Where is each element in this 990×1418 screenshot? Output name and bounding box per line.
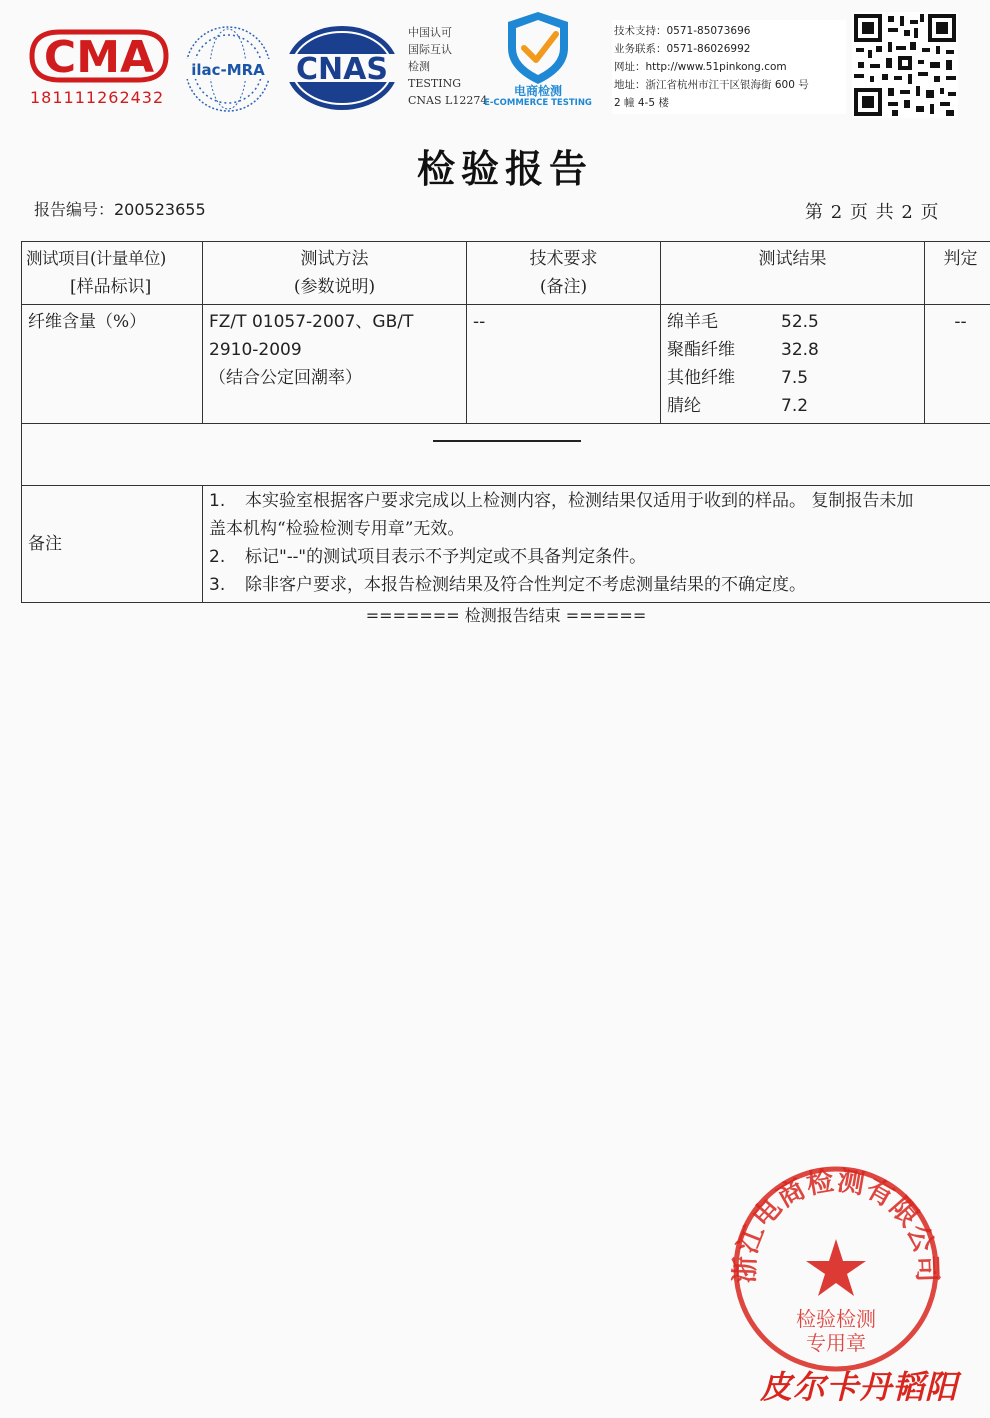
notes-cell <box>203 486 990 603</box>
address-line-1: 地址：浙江省杭州市江干区银海街 600 号 <box>614 79 809 91</box>
header-requirement-label: 技术要求 <box>529 249 598 269</box>
end-divider <box>433 440 581 442</box>
result-value: 52.5 <box>781 312 819 332</box>
result-row <box>667 308 918 336</box>
header-test-item-label: 测试项目(计量单位) <box>26 249 166 268</box>
report-number: 报告编号：200523655 <box>34 200 206 219</box>
result-name: 绵羊毛 <box>667 312 718 332</box>
cma-logo <box>28 26 170 108</box>
stamp-seal-icon <box>730 1163 942 1375</box>
table-row <box>22 305 990 424</box>
official-stamp <box>730 1163 942 1375</box>
ec-logo-en: E-COMMERCE TESTING <box>484 98 592 108</box>
website-link[interactable]: 网址：http://www.51pinkong.com <box>614 61 787 73</box>
cnas-logo-text: CNAS <box>296 52 388 87</box>
report-table <box>21 241 990 603</box>
stamp-center-text-1: 检验检测 <box>796 1307 876 1331</box>
note-number: 1. <box>209 491 226 511</box>
note-text: 本实验室根据客户要求完成以上检测内容，检测结果仅适用于收到的样品。 复制报告未加 <box>245 491 914 511</box>
result-row <box>667 336 918 364</box>
note-text: 标记"--"的测试项目表示不予判定或不具备判定条件。 <box>245 547 647 567</box>
result-value: 7.5 <box>781 368 809 388</box>
ilac-mra-logo <box>182 22 274 116</box>
qr-code-icon[interactable] <box>852 12 958 118</box>
header-test-method-label: 测试方法 <box>300 249 369 269</box>
method-line-2: 2910-2009 <box>209 340 302 360</box>
page-indicator: 第 2 页 共 2 页 <box>805 202 940 223</box>
result-name: 聚酯纤维 <box>667 340 735 360</box>
stamp-center-text-2: 专用章 <box>806 1331 866 1355</box>
result-row <box>667 392 918 420</box>
cnas-cert-text: 中国认可 国际互认 检测 TESTING CNAS L12274 <box>408 26 488 107</box>
header-requirement <box>467 242 661 305</box>
header-result-label: 测试结果 <box>758 249 827 269</box>
cnas-logo <box>284 24 400 112</box>
ilac-logo-text: ilac-MRA <box>191 61 265 79</box>
header-test-item-sub: [样品标识] <box>70 277 152 297</box>
result-row <box>667 364 918 392</box>
header-judgement <box>925 242 990 305</box>
address-line-2: 2 幢 4-5 楼 <box>614 97 669 109</box>
header-result <box>661 242 925 305</box>
cma-number: 181111262432 <box>30 88 165 107</box>
shield-check-icon <box>484 8 592 88</box>
method-line-3: （结合公定回潮率） <box>209 368 362 388</box>
blank-cell <box>22 424 990 486</box>
report-end-marker: ======= 检测报告结束 ====== <box>365 606 647 625</box>
ecommerce-testing-logo <box>484 8 592 112</box>
blank-row <box>22 424 990 486</box>
ec-logo-cn: 电商检测 <box>513 84 562 98</box>
header-judgement-label: 判定 <box>943 249 978 269</box>
note-text: 除非客户要求，本报告检测结果及符合性判定不考虑测量结果的不确定度。 <box>245 575 806 595</box>
header-test-method-sub: (参数说明) <box>293 277 376 297</box>
result-name: 腈纶 <box>667 396 701 416</box>
note-item <box>209 515 990 543</box>
method-line-1: FZ/T 01057-2007、GB/T <box>209 312 414 332</box>
note-number: 3. <box>209 575 226 595</box>
note-item <box>209 571 990 599</box>
qr-code-graphic <box>852 12 958 118</box>
notes-row <box>22 486 990 603</box>
note-number: 2. <box>209 547 226 567</box>
cnas-mark-icon <box>284 24 400 112</box>
header-requirement-sub: (备注) <box>539 277 588 297</box>
cell-judgement: -- <box>925 305 990 424</box>
page-title: 检验报告 <box>416 146 593 191</box>
header-test-method <box>203 242 467 305</box>
note-item <box>209 543 990 571</box>
note-text: 盖本机构“检验检测专用章”无效。 <box>209 519 465 539</box>
tech-support-phone: 技术支持：0571-85073696 <box>614 25 751 37</box>
cell-requirement: -- <box>467 305 661 424</box>
header-test-item <box>22 242 203 305</box>
cell-test-item: 纤维含量（%） <box>22 305 203 424</box>
cell-test-method <box>203 305 467 424</box>
note-item <box>209 487 990 515</box>
result-value: 7.2 <box>781 396 809 416</box>
result-value: 32.8 <box>781 340 819 360</box>
business-phone: 业务联系：0571-86026992 <box>614 43 751 55</box>
result-name: 其他纤维 <box>667 368 735 388</box>
table-header-row <box>22 242 990 305</box>
cma-mark-icon <box>28 26 170 86</box>
stamp-ring-text: 浙江电商检测有限公司 <box>730 1165 942 1284</box>
cell-results <box>661 305 925 424</box>
cma-logo-text: CMA <box>43 32 155 83</box>
ilac-globe-icon <box>182 22 274 116</box>
notes-label: 备注 <box>22 486 203 603</box>
signature-text: 皮尔卡丹韬阳 <box>760 1368 959 1406</box>
contact-block <box>612 20 846 114</box>
